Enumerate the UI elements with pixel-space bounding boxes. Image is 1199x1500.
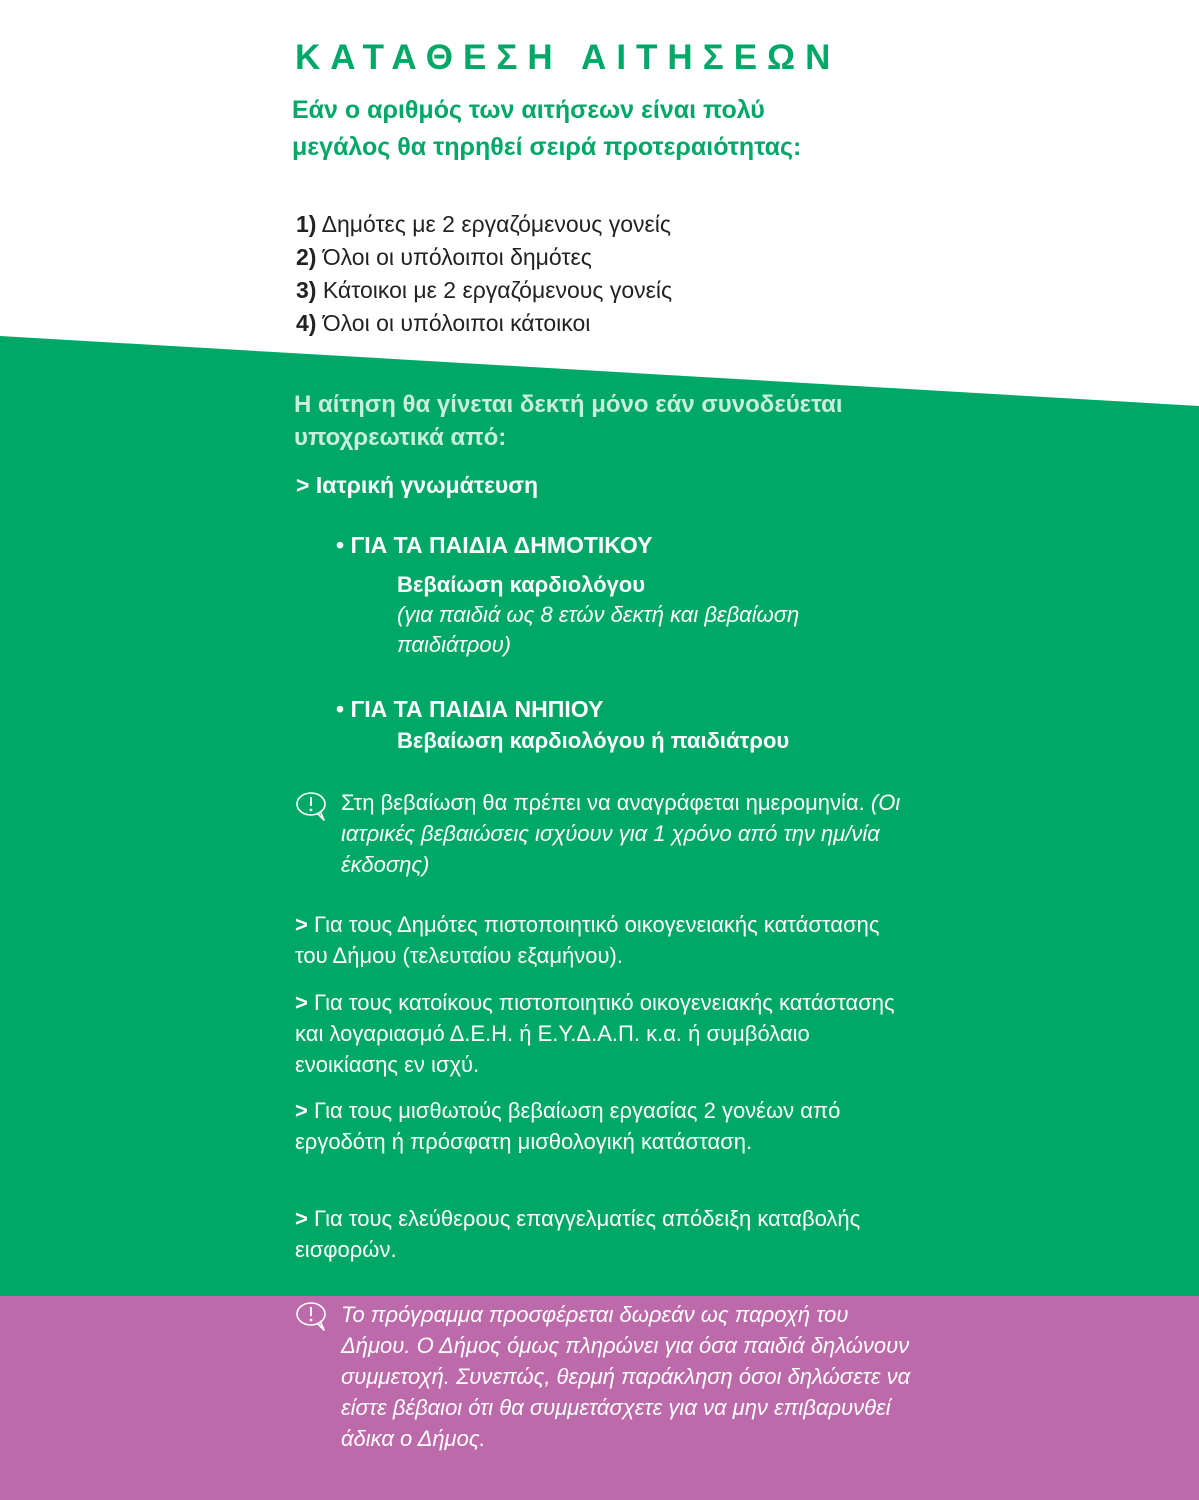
exclamation-bubble-icon — [294, 791, 330, 823]
list-number: 4) — [296, 310, 317, 336]
list-item — [296, 307, 672, 340]
certificate-title: Βεβαίωση καρδιολόγου ή παιδιάτρου — [397, 728, 790, 753]
certificate-title: Βεβαίωση καρδιολόγου — [397, 572, 646, 597]
note-italic-text: (Οι ιατρικές βεβαιώσεις ισχύουν για 1 χρόνο από την ημ/νία έκδοσης) — [341, 790, 901, 877]
acceptance-heading: Η αίτηση θα γίνεται δεκτή μόνο εάν συνοδεύεται υποχρεωτικά από: — [294, 391, 843, 451]
primary-school-bullet: • ΓΙΑ ΤΑ ΠΑΙΔΙΑ ΔΗΜΟΤΙΚΟΥ — [336, 532, 653, 558]
kindergarten-certificate — [397, 726, 917, 756]
requirement-text: Για τους Δημότες πιστοποιητικό οικογενειακής κατάστασης του Δήμου (τελευταίου εξαμήνου). — [295, 912, 880, 968]
list-item-text: Κάτοικοι με 2 εργαζόμενους γονείς — [322, 277, 673, 303]
requirement-text: Για τους ελεύθερους επαγγελματίες απόδειξη καταβολής εισφορών. — [295, 1206, 861, 1262]
requirement-item — [295, 987, 895, 1080]
note-text: Στη βεβαίωση θα πρέπει να αναγράφεται ημερομηνία. — [341, 790, 865, 815]
requirement-text: Για τους μισθωτούς βεβαίωση εργασίας 2 γονέων από εργοδότη ή πρόσφατη μισθολογική κατάσταση. — [295, 1098, 841, 1154]
list-item-text: Όλοι οι υπόλοιποι κάτοικοι — [322, 310, 591, 336]
list-number: 2) — [296, 244, 317, 270]
kindergarten-bullet: • ΓΙΑ ΤΑ ΠΑΙΔΙΑ ΝΗΠΙΟΥ — [336, 696, 604, 722]
list-item-text: Όλοι οι υπόλοιποι δημότες — [322, 244, 592, 270]
requirement-item — [295, 909, 895, 971]
free-program-note: Το πρόγραμμα προσφέρεται δωρεάν ως παροχή του Δήμου. Ο Δήμος όμως πληρώνει για όσα παιδιά δηλώνουν συμμετοχή. Συνεπώς, θερμή παράκληση όσοι δηλώσετε να είστε βέβαιοι ότι θα συμμετάσχετε για να μην επιβαρυνθεί άδικα ο Δήμος. — [341, 1302, 911, 1451]
primary-school-certificate — [397, 570, 917, 660]
priority-list — [296, 208, 672, 340]
certificate-note: (για παιδιά ως 8 ετών δεκτή και βεβαίωση παιδιάτρου) — [397, 602, 800, 657]
requirement-marker: > — [295, 912, 308, 937]
list-number: 1) — [296, 211, 317, 237]
list-item-text: Δημότες με 2 εργαζόμενους γονείς — [321, 211, 671, 237]
requirement-marker: > — [295, 1206, 308, 1231]
priority-intro: Εάν ο αριθμός των αιτήσεων είναι πολύ μεγάλος θα τηρηθεί σειρά προτεραιότητας: — [292, 96, 802, 161]
medical-certificate-label: > Ιατρική γνωμάτευση — [296, 472, 539, 498]
list-item — [296, 241, 672, 274]
list-item — [296, 274, 672, 307]
requirement-text: Για τους κατοίκους πιστοποιητικό οικογενειακής κατάστασης και λογαριασμό Δ.Ε.Η. ή Ε.Υ.Δ.Α.Π. κ.α. ή συμβόλαιο ενοικίασης εν ισχύ. — [295, 990, 895, 1077]
list-item — [296, 208, 672, 241]
requirement-item — [295, 1095, 895, 1157]
requirement-marker: > — [295, 990, 308, 1015]
list-number: 3) — [296, 277, 317, 303]
requirement-marker: > — [295, 1098, 308, 1123]
requirement-item — [295, 1203, 895, 1265]
certificate-date-note — [341, 787, 901, 880]
exclamation-bubble-icon — [294, 1301, 330, 1333]
page-title: ΚΑΤΑΘΕΣΗ ΑΙΤΗΣΕΩΝ — [295, 38, 841, 77]
